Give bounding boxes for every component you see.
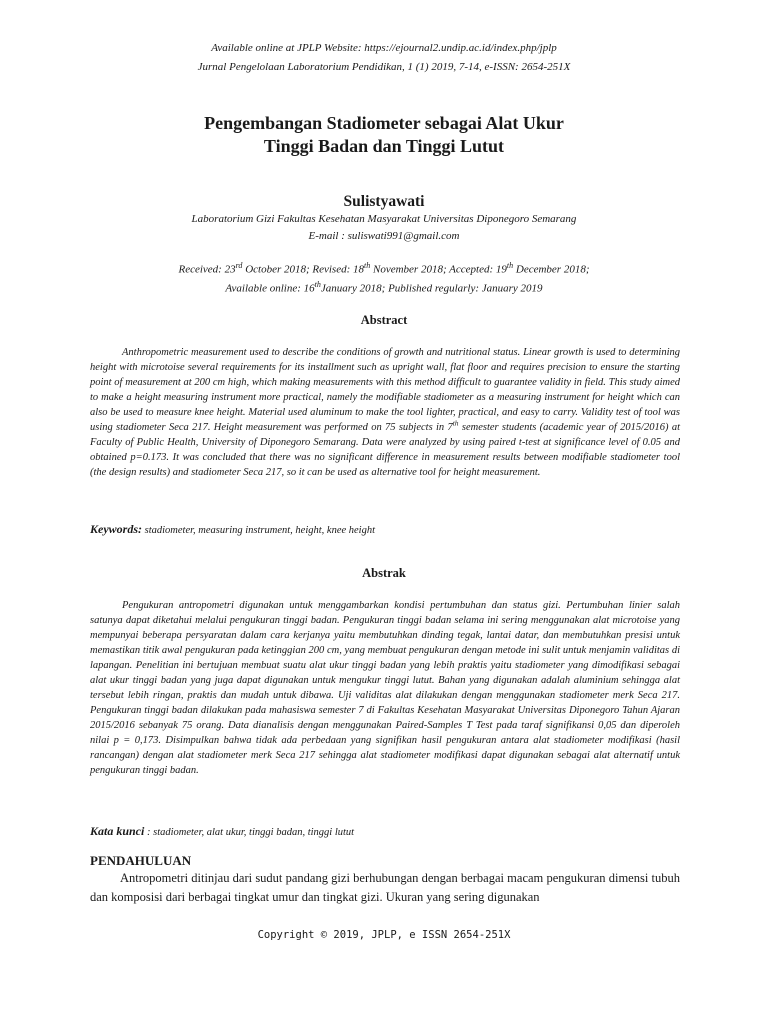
paper-title-line-1: Pengembangan Stadiometer sebagai Alat Ukur xyxy=(204,113,564,133)
accepted-date-rest: December 2018; xyxy=(513,263,590,276)
abstract-text-part-1: Anthropometric measurement used to describe the conditions of growth and nutritional status. Linear growth is used to determining height with microtoise several requirements for its installment such as upright wall, flat floor and requires precision to ensure the starting point of measurement at 200 cm high, which making measurements with this method difficult to guarantee validity in field. This study aimed to make a height measuring instrument more practical, namely the modifiable stadiometer as a measuring instrument for height which can also be used to measure knee height. Material used aluminum to make the tool lighter, practical, and easy to carry. Validity test of tool was using stadiometer Seca 217. Height measurement was performed on 75 subjects in 7 xyxy=(90,347,680,433)
online-date-text: Available online: 16 xyxy=(225,282,315,295)
author-name: Sulistyawati xyxy=(343,193,425,210)
author-email: E-mail : suliswati991@gmail.com xyxy=(308,230,460,242)
kata-kunci-text: : stadiometer, alat ukur, tinggi badan, tinggi lutut xyxy=(144,827,355,838)
intro-paragraph: Antropometri ditinjau dari sudut pandang gizi berhubungan dengan berbagai macam pengukuran dimensi tubuh dan komposisi dari berbagai tingkat umur dan tingkat gizi. Ukuran yang sering digunakan xyxy=(90,871,680,904)
keywords-label: Keywords: xyxy=(90,522,142,536)
received-date-text: Received: 23 xyxy=(178,263,236,276)
abstract-text-part-2: semester students (academic year of 2015/2016) at Faculty of Public Health, University of Diponegoro Semarang. Data were analyzed by using paired t-test at significance level of 0.05 and obtained p=0.173. It was concluded that there was no significant difference in measurement results between modifiable stadiometer tool (the design results) and stadiometer Seca 217, so it can be used as alternative tool for height measurement. xyxy=(90,422,680,478)
online-dates-line xyxy=(0,276,768,298)
intro-heading: PENDAHULUAN xyxy=(90,853,192,868)
copyright-footer: Copyright © 2019, JPLP, e ISSN 2654-251X xyxy=(257,929,511,941)
keywords-line xyxy=(90,522,680,537)
abstrak-text: Pengukuran antropometri digunakan untuk menggambarkan kondisi pertumbuhan dan status gizi. Pertumbuhan linier salah satunya dapat diketahui melalui pengukuran tinggi badan. Pengukuran tinggi badan selama ini sering menggunakan alat microtoise yang mempunyai beberapa persyaratan dalam cara kerjanya yaitu membutuhkan dinding tegak, lantai datar, dan membutuhkan presisi untuk memastikan titik awal pengukuran pada ketinggian 200 cm, yang membuat pengukuran dengan metode ini sulit untuk menjamin validitas di lapangan. Penelitian ini bertujuan membuat suatu alat ukur tinggi badan yang lebih praktis yaitu stadiometer yang dimodifikasi sebagai alat ukur tinggi badan yang juga dapat digunakan untuk mengukur tinggi lutut. Bahan yang digunakan adalah aluminium sehingga alat tersebut lebih ringan, praktis dan mudah untuk dibawa. Uji validitas alat dilakukan dengan menggunakan stadiometer merk Seca 217. Pengukuran tinggi badan dilakukan pada mahasiswa semester 7 di Fakultas Kesehatan Masyarakat Universitas Diponegoro Tahun Ajaran 2015/2016 sebanyak 75 orang. Data dianalisis dengan menggunakan Paired-Samples T Test pada taraf signifikansi 0,05 dan diperoleh nilai p = 0,173. Disimpulkan bahwa tidak ada perbedaan yang signifikan hasil pengukuran antara alat stadiometer modifikasi (hasil rancangan) dengan alat stadiometer merk Seca 217 sehingga alat stadiometer modifikasi dapat digunakan sebagai alat alternatif untuk pengukuran tinggi badan. xyxy=(90,600,680,776)
accepted-date-text: November 2018; Accepted: 19 xyxy=(370,263,507,276)
journal-citation-line: Jurnal Pengelolaan Laboratorium Pendidikan, 1 (1) 2019, 7-14, e-ISSN: 2654-251X xyxy=(197,61,571,73)
abstrak-heading: Abstrak xyxy=(362,566,406,580)
author-affiliation: Laboratorium Gizi Fakultas Kesehatan Masyarakat Universitas Diponegoro Semarang xyxy=(191,213,577,225)
accepted-date-sup: th xyxy=(506,261,514,270)
journal-website-line: Available online at JPLP Website: https://ejournal2.undip.ac.id/index.php/jplp xyxy=(211,42,557,54)
published-date-text: January 2018; Published regularly: January 2019 xyxy=(320,282,543,295)
received-date-sup: rd xyxy=(235,261,243,270)
kata-kunci-line xyxy=(90,824,680,839)
online-date-sup: th xyxy=(314,280,321,289)
paper-title-line-2: Tinggi Badan dan Tinggi Lutut xyxy=(263,136,505,156)
kata-kunci-label: Kata kunci xyxy=(90,824,145,838)
keywords-text: stadiometer, measuring instrument, height, knee height xyxy=(142,525,376,536)
abstract-text-sup: th xyxy=(452,418,459,428)
abstract-heading: Abstract xyxy=(360,313,408,327)
revised-date-text: October 2018; Revised: 18 xyxy=(242,263,365,276)
abstract-text xyxy=(90,345,680,480)
revised-date-sup: th xyxy=(364,261,371,270)
